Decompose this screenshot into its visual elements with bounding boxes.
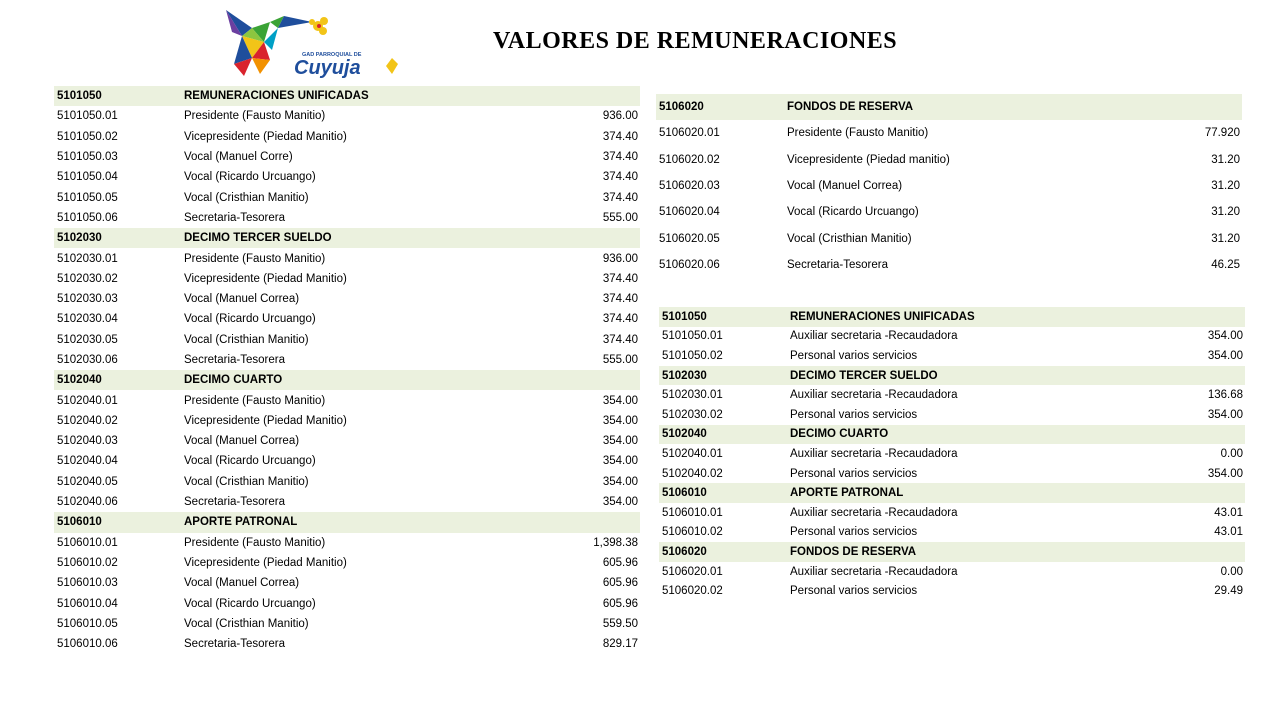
table-row: [54, 573, 640, 593]
description-cell: APORTE PATRONAL: [787, 483, 1110, 503]
code-cell: 5102040.04: [57, 455, 118, 468]
table-row: [656, 120, 1242, 146]
code-cell: 5101050.01: [57, 110, 118, 123]
description-cell: Auxiliar secretaria -Recaudadora: [790, 389, 958, 402]
amount-cell: 374.40: [602, 333, 638, 346]
description-cell: REMUNERACIONES UNIFICADAS: [787, 307, 1110, 327]
code-cell: 5101050.01: [662, 330, 723, 343]
table-row: [659, 405, 1245, 425]
code-cell: 5102030: [54, 228, 181, 248]
description-cell: Personal varios servicios: [790, 467, 918, 480]
code-cell: 5102040.06: [57, 496, 118, 509]
description-cell: FONDOS DE RESERVA: [784, 94, 1107, 120]
table-row: [656, 173, 1242, 199]
table-row: [659, 327, 1245, 347]
table-row: [54, 411, 640, 431]
section-header-row: [659, 542, 1245, 562]
description-cell: Personal varios servicios: [790, 526, 918, 539]
table-row: [54, 451, 640, 471]
amount-cell: 374.40: [602, 313, 638, 326]
description-cell: Vocal (Cristhian Manitio): [184, 475, 309, 488]
code-cell: 5106020.01: [662, 565, 723, 578]
code-cell: 5102040.05: [57, 475, 118, 488]
code-cell: 5106010: [659, 483, 787, 503]
amount-cell: 0.00: [1220, 565, 1243, 578]
table-row: [656, 199, 1242, 225]
amount-cell: 136.68: [1207, 389, 1243, 402]
description-cell: REMUNERACIONES UNIFICADAS: [181, 86, 503, 106]
description-cell: FONDOS DE RESERVA: [787, 542, 1110, 562]
amount-cell: 354.00: [602, 435, 638, 448]
amount-cell: 43.01: [1214, 526, 1243, 539]
amount-cell: 374.40: [602, 272, 638, 285]
code-cell: 5102040.02: [57, 414, 118, 427]
description-cell: Auxiliar secretaria -Recaudadora: [790, 330, 958, 343]
description-cell: Vicepresidente (Piedad Manitio): [184, 130, 347, 143]
description-cell: Personal varios servicios: [790, 349, 918, 362]
code-cell: 5102030.01: [57, 252, 118, 265]
amount-cell: 605.96: [602, 556, 638, 569]
right-top-table: [656, 94, 1242, 278]
section-header-row: [54, 86, 640, 106]
amount-cell: [1110, 425, 1245, 445]
description-cell: Vocal (Ricardo Urcuango): [184, 313, 316, 326]
code-cell: 5101050: [659, 307, 787, 327]
description-cell: Auxiliar secretaria -Recaudadora: [790, 506, 958, 519]
amount-cell: 354.00: [1207, 408, 1243, 421]
hummingbird-logo-icon: [222, 8, 400, 78]
description-cell: Secretaria-Tesorera: [787, 258, 888, 271]
description-cell: Vocal (Ricardo Urcuango): [184, 455, 316, 468]
amount-cell: [1110, 307, 1245, 327]
code-cell: 5101050.02: [57, 130, 118, 143]
code-cell: 5106020.01: [659, 127, 720, 140]
amount-cell: 354.00: [602, 496, 638, 509]
description-cell: Vocal (Ricardo Urcuango): [184, 597, 316, 610]
section-header-row: [54, 512, 640, 532]
code-cell: 5102040.01: [57, 394, 118, 407]
amount-cell: 555.00: [602, 354, 638, 366]
code-cell: 5106020: [656, 94, 784, 120]
description-cell: Vocal (Cristhian Manitio): [184, 191, 309, 204]
section-header-row: [659, 425, 1245, 445]
table-row: [54, 167, 640, 187]
amount-cell: 0.00: [1220, 447, 1243, 460]
amount-cell: 605.96: [602, 577, 638, 590]
code-cell: 5102030.01: [662, 389, 723, 402]
amount-cell: 354.00: [602, 394, 638, 407]
table-row: [54, 187, 640, 207]
code-cell: 5101050.04: [57, 171, 118, 184]
section-header-row: [656, 94, 1242, 120]
code-cell: 5101050.06: [57, 211, 118, 224]
description-cell: DECIMO TERCER SUELDO: [181, 228, 503, 248]
left-table: [54, 86, 640, 654]
code-cell: 5106020.06: [659, 258, 720, 271]
description-cell: Personal varios servicios: [790, 585, 918, 598]
amount-cell: 354.00: [602, 455, 638, 468]
description-cell: Secretaria-Tesorera: [184, 354, 285, 366]
section-header-row: [54, 370, 640, 390]
description-cell: Presidente (Fausto Manitio): [184, 252, 326, 265]
amount-cell: [1110, 483, 1245, 503]
table-row: [659, 581, 1245, 601]
code-cell: 5101050: [54, 86, 181, 106]
description-cell: Vocal (Cristhian Manitio): [787, 232, 912, 245]
section-header-row: [659, 307, 1245, 327]
amount-cell: [503, 86, 640, 106]
description-cell: Vocal (Cristhian Manitio): [184, 333, 309, 346]
description-cell: Vocal (Cristhian Manitio): [184, 617, 309, 630]
code-cell: 5106010.06: [57, 638, 118, 651]
amount-cell: 354.00: [1207, 330, 1243, 343]
description-cell: Vocal (Manuel Correa): [184, 577, 300, 590]
code-cell: 5106010.05: [57, 617, 118, 630]
code-cell: 5102040: [659, 425, 787, 445]
page-title: VALORES DE REMUNERACIONES: [493, 28, 898, 54]
amount-cell: [503, 370, 640, 390]
table-row: [54, 350, 640, 370]
table-row: [54, 553, 640, 573]
table-row: [656, 252, 1242, 278]
table-row: [659, 444, 1245, 464]
description-cell: Vicepresidente (Piedad Manitio): [184, 556, 347, 569]
section-header-row: [659, 483, 1245, 503]
description-cell: Auxiliar secretaria -Recaudadora: [790, 447, 958, 460]
right-bottom-table: [659, 307, 1245, 601]
code-cell: 5102030: [659, 366, 787, 386]
code-cell: 5102030.05: [57, 333, 118, 346]
description-cell: Vocal (Ricardo Urcuango): [787, 206, 919, 219]
description-cell: Secretaria-Tesorera: [184, 496, 285, 509]
description-cell: Presidente (Fausto Manitio): [184, 394, 326, 407]
amount-cell: [1110, 542, 1245, 562]
logo-line1: GAD PARROQUIAL DE: [302, 52, 362, 58]
code-cell: 5106010.01: [57, 536, 118, 549]
amount-cell: 1,398.38: [593, 536, 638, 549]
table-row: [54, 269, 640, 289]
table-row: [54, 614, 640, 634]
code-cell: 5106010: [54, 512, 181, 532]
code-cell: 5106010.01: [662, 506, 723, 519]
description-cell: Vocal (Manuel Correa): [787, 180, 903, 193]
table-row: [54, 492, 640, 512]
amount-cell: 936.00: [602, 110, 638, 123]
table-row: [54, 472, 640, 492]
code-cell: 5106020.03: [659, 180, 720, 193]
amount-cell: [503, 228, 640, 248]
table-row: [54, 634, 640, 654]
table-row: [659, 464, 1245, 484]
description-cell: Presidente (Fausto Manitio): [184, 110, 326, 123]
description-cell: Secretaria-Tesorera: [184, 211, 285, 224]
description-cell: DECIMO CUARTO: [787, 425, 1110, 445]
code-cell: 5106020.05: [659, 232, 720, 245]
amount-cell: 936.00: [602, 252, 638, 265]
amount-cell: 374.40: [602, 151, 638, 164]
amount-cell: 374.40: [602, 191, 638, 204]
description-cell: Secretaria-Tesorera: [184, 638, 285, 651]
section-header-row: [54, 228, 640, 248]
logo-line2: Cuyuja: [294, 57, 361, 78]
description-cell: Vocal (Manuel Corre): [184, 151, 293, 164]
amount-cell: [1110, 366, 1245, 386]
code-cell: 5101050.02: [662, 349, 723, 362]
amount-cell: 354.00: [1207, 349, 1243, 362]
table-row: [54, 106, 640, 126]
amount-cell: 374.40: [602, 130, 638, 143]
table-row: [659, 385, 1245, 405]
description-cell: Vocal (Manuel Correa): [184, 293, 300, 306]
description-cell: Vocal (Manuel Correa): [184, 435, 300, 448]
description-cell: DECIMO CUARTO: [181, 370, 503, 390]
amount-cell: 354.00: [602, 414, 638, 427]
code-cell: 5101050.05: [57, 191, 118, 204]
code-cell: 5106010.04: [57, 597, 118, 610]
code-cell: 5102030.02: [662, 408, 723, 421]
table-row: [659, 346, 1245, 366]
section-header-row: [659, 366, 1245, 386]
amount-cell: 31.20: [1211, 180, 1240, 193]
description-cell: APORTE PATRONAL: [181, 512, 503, 532]
table-row: [54, 431, 640, 451]
description-cell: Vicepresidente (Piedad Manitio): [184, 414, 347, 427]
table-row: [54, 309, 640, 329]
amount-cell: 31.20: [1211, 206, 1240, 219]
logo: [222, 8, 400, 78]
amount-cell: 605.96: [602, 597, 638, 610]
description-cell: Vocal (Ricardo Urcuango): [184, 171, 316, 184]
code-cell: 5102030.06: [57, 354, 118, 366]
table-row: [54, 147, 640, 167]
table-row: [656, 225, 1242, 251]
table-row: [54, 533, 640, 553]
description-cell: Presidente (Fausto Manitio): [787, 127, 929, 140]
table-row: [656, 147, 1242, 173]
table-row: [54, 127, 640, 147]
amount-cell: [1107, 94, 1242, 120]
description-cell: Presidente (Fausto Manitio): [184, 536, 326, 549]
amount-cell: 29.49: [1214, 585, 1243, 598]
amount-cell: 559.50: [602, 617, 638, 630]
code-cell: 5106020: [659, 542, 787, 562]
code-cell: 5101050.03: [57, 151, 118, 164]
code-cell: 5102040.02: [662, 467, 723, 480]
table-row: [659, 503, 1245, 523]
amount-cell: 77.920: [1204, 127, 1240, 140]
amount-cell: 374.40: [602, 293, 638, 306]
code-cell: 5106010.03: [57, 577, 118, 590]
code-cell: 5106020.02: [662, 585, 723, 598]
code-cell: 5102030.03: [57, 293, 118, 306]
code-cell: 5102040.01: [662, 447, 723, 460]
amount-cell: 31.20: [1211, 232, 1240, 245]
code-cell: 5106010.02: [662, 526, 723, 539]
description-cell: Vicepresidente (Piedad Manitio): [184, 272, 347, 285]
code-cell: 5102040.03: [57, 435, 118, 448]
code-cell: 5106010.02: [57, 556, 118, 569]
description-cell: Personal varios servicios: [790, 408, 918, 421]
code-cell: 5106020.02: [659, 153, 720, 166]
amount-cell: 354.00: [602, 475, 638, 488]
description-cell: Vicepresidente (Piedad manitio): [787, 153, 950, 166]
table-row: [54, 248, 640, 268]
table-row: [659, 523, 1245, 543]
table-row: [54, 593, 640, 613]
amount-cell: 46.25: [1211, 258, 1240, 271]
description-cell: Auxiliar secretaria -Recaudadora: [790, 565, 958, 578]
amount-cell: 354.00: [1207, 467, 1243, 480]
amount-cell: 43.01: [1214, 506, 1243, 519]
code-cell: 5102030.04: [57, 313, 118, 326]
amount-cell: 829.17: [602, 638, 638, 651]
code-cell: 5102030.02: [57, 272, 118, 285]
table-row: [54, 330, 640, 350]
table-row: [54, 208, 640, 228]
code-cell: 5102040: [54, 370, 181, 390]
table-row: [54, 289, 640, 309]
amount-cell: 31.20: [1211, 153, 1240, 166]
amount-cell: [503, 512, 640, 532]
table-row: [54, 390, 640, 410]
table-row: [659, 562, 1245, 582]
description-cell: DECIMO TERCER SUELDO: [787, 366, 1110, 386]
amount-cell: 374.40: [602, 171, 638, 184]
code-cell: 5106020.04: [659, 206, 720, 219]
amount-cell: 555.00: [602, 211, 638, 224]
